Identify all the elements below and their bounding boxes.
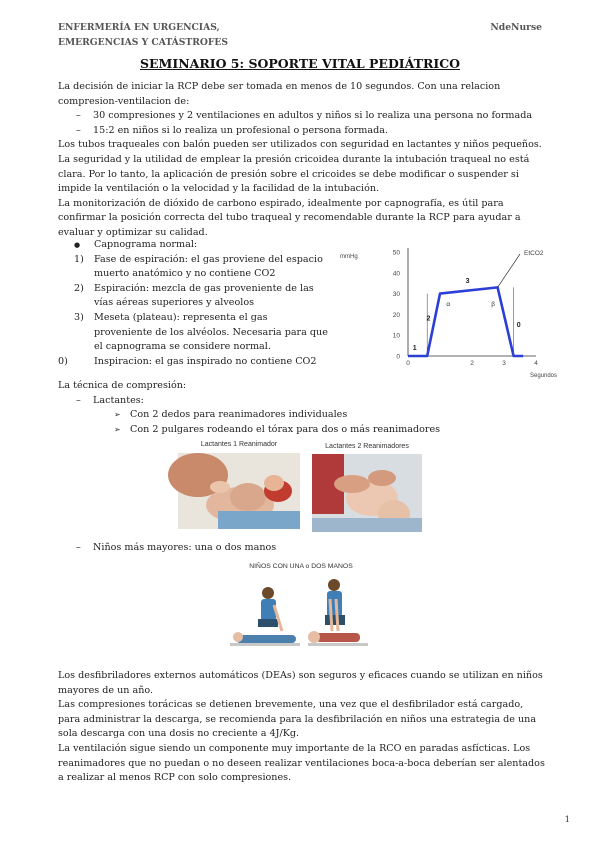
children-hands-figure — [226, 561, 376, 651]
capnogram-phase — [58, 253, 328, 282]
phase-number: 2) — [74, 282, 84, 294]
phase-label: 2 — [426, 315, 431, 323]
capnogram-heading — [58, 238, 328, 253]
bullet-marker: ● — [74, 241, 81, 249]
dash-marker: – — [76, 542, 81, 553]
y-tick-label: 50 — [392, 249, 400, 257]
capnogram-phase — [58, 282, 328, 311]
dash-marker: – — [76, 110, 81, 122]
photo-caption: Lactantes 1 Reanimador — [200, 441, 278, 448]
intro-paragraph-1: La decisión de iniciar la RCP debe ser tomada en menos de 10 segundos. Con una relacion compresion-ventilacion de: — [58, 81, 501, 107]
course-line-1: ENFERMERÍA EN URGENCIAS, — [58, 22, 220, 33]
ninos-section — [58, 541, 548, 556]
ratio-text: 15:2 en niños si lo realiza un profesional o persona formada. — [93, 124, 388, 136]
intro-paragraph-3: La seguridad y la utilidad de emplear la presión cricoidea durante la intubación traqueal no está clara. Por lo tanto, la aplicación de presión sobre el cricoides se debe modificar o suspender si impide la ventilación o la velocidad y la facilidad de la intubación. — [58, 153, 530, 195]
dash-marker: – — [76, 394, 81, 406]
page-header-course — [58, 20, 228, 50]
y-tick-label: 40 — [392, 270, 400, 278]
phase-text: Inspiracion: el gas inspirado no contiene CO2 — [94, 355, 317, 367]
ninos-label: Niños más mayores: una o dos manos — [93, 542, 277, 553]
phase-label: 3 — [465, 278, 470, 286]
lactantes-subitem-text: Con 2 dedos para reanimadores individuales — [130, 409, 348, 421]
capnogram-chart — [338, 240, 558, 380]
capnogram-heading-text: Capnograma normal: — [94, 239, 198, 250]
closing-paragraph-3: La ventilación sigue siendo un componente muy importante de la RCO en paradas asfícticas. Los reanimadores que no puedan o no deseen realizar ventilaciones boca-a-boca deberían ser alentados a realizar al menos RCP con solo compresiones. — [58, 742, 545, 784]
arrow-marker: ➢ — [114, 410, 121, 420]
phase-text: Meseta (plateau): representa el gas proveniente de los alvéolos. Necesaria para que el capnograma se considere normal. — [94, 311, 328, 353]
phase-number: 3) — [74, 311, 84, 323]
capnogram-phase — [58, 311, 328, 355]
phase-text: Espiración: mezcla de gas proveniente de las vías aéreas superiores y alveolos — [94, 282, 314, 309]
ninos-item — [58, 541, 548, 556]
phase-number: 0) — [58, 355, 68, 367]
phase-label: 0 — [516, 321, 521, 329]
infant-two-rescuers-image — [312, 454, 422, 532]
y-tick-label: 30 — [392, 291, 400, 299]
phase-number: 1) — [74, 253, 84, 265]
page-title: SEMINARIO 5: SOPORTE VITAL PEDIÁTRICO — [139, 56, 461, 71]
course-line-2: EMERGENCIAS Y CATÁSTROFES — [58, 37, 229, 48]
ratio-item — [58, 109, 548, 124]
capnogram-list — [58, 238, 328, 369]
closing-section — [58, 669, 548, 786]
x-axis-label: Segundos — [530, 373, 558, 379]
x-tick-label: 2 — [470, 360, 474, 367]
intro-paragraph-4: La monitorización de dióxido de carbono espirado, idealmente por capnografía, es útil para confirmar la posición correcta del tubo traqueal y recomendable durante la RCP para ayudar a evaluar y optimizar su calidad. — [58, 197, 521, 238]
x-tick-label: 4 — [534, 360, 538, 367]
capnogram-phase — [58, 355, 328, 370]
x-tick-label: 0 — [406, 360, 410, 367]
arrow-marker: ➢ — [114, 424, 121, 434]
intro-paragraph-2: Los tubos traqueales con balón pueden ser utilizados con seguridad en lactantes y niños pequeños. — [58, 139, 542, 151]
capnogram-line — [408, 287, 523, 356]
y-axis-label: mmHg — [340, 254, 358, 260]
x-tick-label: 3 — [502, 360, 506, 367]
y-tick-label: 20 — [392, 311, 400, 319]
lactantes-subitem — [58, 423, 548, 438]
closing-paragraph-2: Las compresiones torácicas se detienen brevemente, una vez que el desfibrilador está cargado, para administrar la descarga, se recomienda para la desfibrilación en niños una estrategia de una sola descarga con una dosis no creciente a 4J/Kg. — [58, 699, 537, 740]
lactantes-subitem — [58, 408, 548, 423]
infant-two-rescuers-figure — [312, 440, 422, 532]
y-tick-label: 10 — [392, 332, 400, 340]
angle-label: α — [446, 301, 451, 309]
intro-section — [58, 80, 548, 241]
technique-section — [58, 379, 548, 437]
technique-heading: La técnica de compresión: — [58, 380, 187, 391]
ratio-text: 30 compresiones y 2 ventilaciones en adultos y niños si lo realiza una persona no formada — [93, 110, 533, 122]
photo-caption: NIÑOS CON UNA o DOS MANOS — [249, 563, 353, 570]
ratio-item — [58, 124, 548, 139]
series-label: EtCO2 — [524, 250, 544, 257]
infant-one-rescuer-image — [178, 453, 300, 529]
closing-paragraph-1: Los desfibriladores externos automáticos (DEAs) son seguros y eficaces cuando se utilizan en niños mayores de un año. — [58, 670, 543, 696]
angle-label: β — [491, 301, 495, 309]
lactantes-item — [58, 394, 548, 409]
infant-one-rescuer-figure — [178, 437, 300, 529]
phase-text: Fase de espiración: el gas proviene del espacio muerto anatómico y no contiene CO2 — [94, 253, 323, 280]
photo-caption: Lactantes 2 Reanimadores — [325, 443, 409, 450]
dash-marker: – — [76, 124, 81, 136]
page-number: 1 — [564, 815, 570, 825]
y-tick-label: 0 — [396, 353, 400, 361]
children-hands-image — [226, 573, 376, 651]
lactantes-label: Lactantes: — [93, 394, 144, 406]
lactantes-subitem-text: Con 2 pulgares rodeando el tórax para dos o más reanimadores — [130, 423, 441, 435]
phase-label: 1 — [412, 344, 417, 352]
page-header-brand: NdeNurse — [490, 22, 542, 33]
series-pointer-line — [498, 254, 520, 287]
